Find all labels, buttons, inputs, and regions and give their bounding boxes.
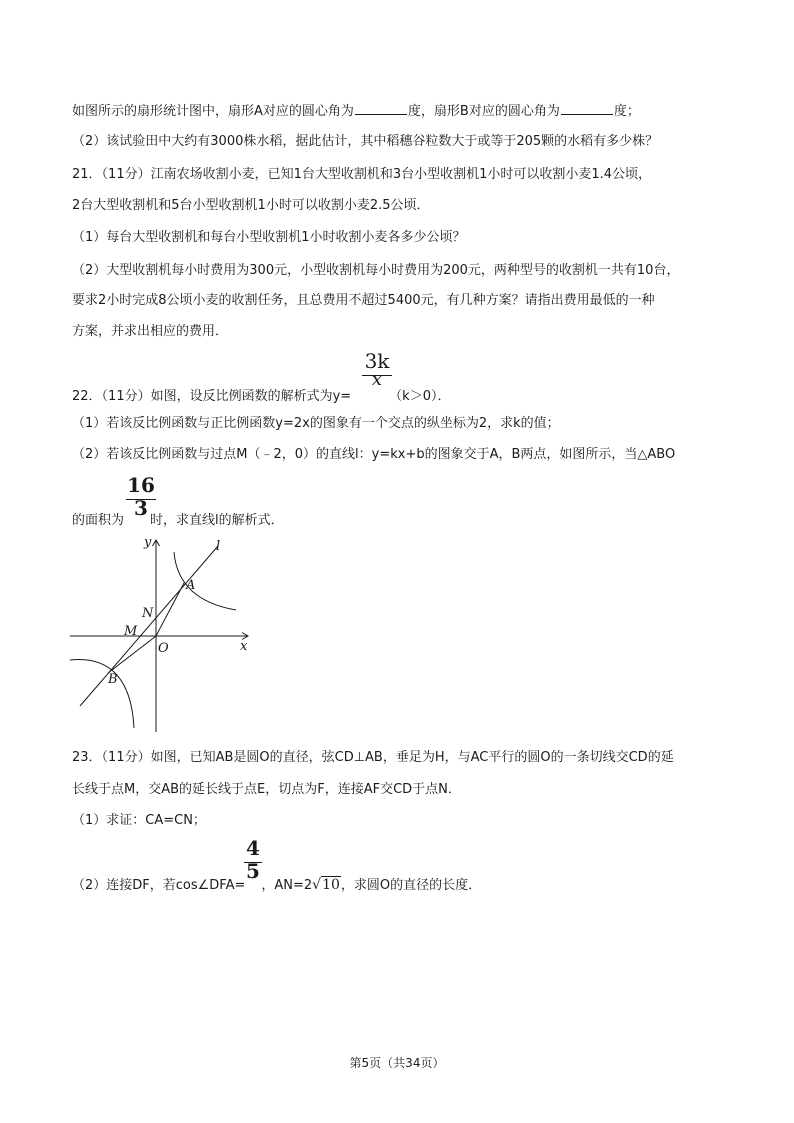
sector-text-b: 度，扇形B对应的圆心角为 [407,104,560,119]
fraction-numerator: 4 [246,836,260,860]
q21-part1: （1）每台大型收割机和每台小型收割机1小时收割小麦各多少公顷？ [72,230,466,245]
area-text-b: 时，求直线l的解析式． [150,513,284,528]
q22-part2-line1: （2）若该反比例函数与过点M（﹣2，0）的直线l：y=kx+b的图象交于A，B两点，如图所示，当△ABO [72,447,676,462]
q21-part2-line1: （2）大型收割机每小时费用为300元，小型收割机每小时费用为200元，两种型号的收割机一共有10台， [72,263,680,278]
segment-OB [108,636,156,673]
answer-blank-b [561,102,613,115]
q21-part2-line2: 要求2小时完成8公顷小麦的收割任务，且总费用不超过5400元，有几种方案？请指出费用最低的一种 [72,293,655,308]
prev-question-part2: （2）该试验田中大约有3000株水稻，据此估计，其中稻穗谷粒数大于或等于205颗的水稻有多少株？ [72,134,659,149]
sector-text-a: 如图所示的扇形统计图中，扇形A对应的圆心角为 [72,104,354,119]
fraction-denominator: x [371,369,383,390]
fraction-numerator: 16 [127,473,155,497]
label-y: y [144,535,152,550]
label-l: l [216,539,221,554]
q23-part1: （1）求证：CA=CN； [72,813,206,828]
answer-blank-a [355,102,407,115]
q22-part1: （1）若该反比例函数与正比例函数y=2x的图象有一个交点的纵坐标为2，求k的值； [72,416,560,431]
label-M: M [124,624,138,639]
q23-line2: 长线于点M，交AB的延长线于点E，切点为F，连接AF交CD于点N． [72,782,461,797]
q23-part2 [72,876,481,895]
q22-intro [72,388,450,406]
sqrt-expression: √10 [312,877,340,893]
q22-intro-condition: （k＞0）． [389,389,451,404]
fraction-denominator: 3 [134,496,148,520]
line-l [80,546,218,706]
page-footer: 第5页（共34页） [349,1056,445,1070]
q21-part2-line3: 方案，并求出相应的费用． [72,324,229,339]
q23-part2-text-b: ，AN=2 [261,878,313,893]
q22-graph-figure [66,532,256,736]
fraction-denominator: 5 [246,859,260,883]
area-text-a: 的面积为 [72,513,125,528]
label-O: O [158,641,169,656]
q22-fraction-3k-over-x [362,350,392,388]
q23-part2-text-a: （2）连接DF，若cos∠DFA= [72,878,246,893]
label-x: x [240,639,248,654]
q23-line1: 23．（11分）如图，已知AB是圆O的直径，弦CD⊥AB，垂足为H，与AC平行的圆O的一条切线交CD的延 [72,750,674,765]
q21-line1: 21．（11分）江南农场收割小麦，已知1台大型收割机和3台小型收割机1小时可以收割小麦1.4公顷， [72,167,652,182]
label-A: A [186,578,196,593]
sector-angle-question [72,102,640,121]
fraction-numerator: 3k [364,349,390,373]
sector-text-c: 度； [613,104,640,119]
q21-line2: 2台大型收割机和5台小型收割机1小时可以收割小麦2.5公顷． [72,198,430,213]
q22-part2-line2 [72,512,284,530]
label-B: B [108,672,118,687]
label-N: N [142,606,154,621]
hyperbola-lower-branch [70,660,134,728]
q22-intro-text: 22．（11分）如图，设反比例函数的解析式为y= [72,389,352,404]
sqrt-radicand: 10 [322,877,340,893]
q23-part2-text-c: ，求圆O的直径的长度． [340,878,482,893]
segment-OA [156,583,184,636]
q23-fraction-4-over-5 [244,837,262,881]
